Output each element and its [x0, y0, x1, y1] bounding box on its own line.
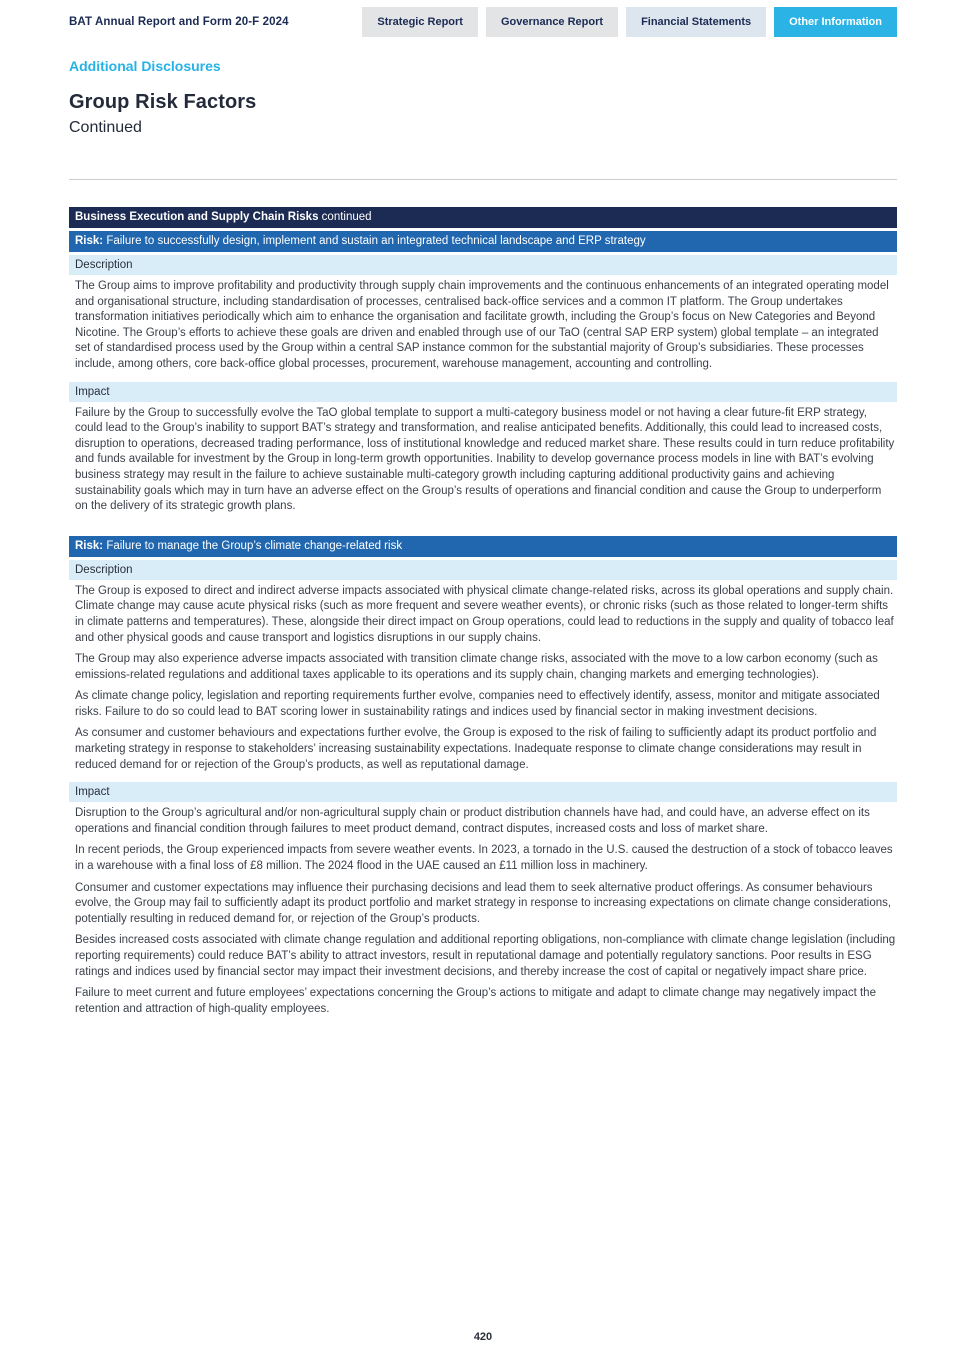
section-eyebrow: Additional Disclosures: [69, 58, 221, 74]
risk-label: Risk:: [75, 235, 104, 247]
divider-rule: [69, 179, 897, 180]
page-title: Group Risk Factors: [69, 91, 257, 113]
body-paragraph: The Group aims to improve profitability and productivity through supply chain improvements and the continuous enhancements of an integrated operating model and organisational structure, including standardisation of processes, centralised back-office services and a common IT platform. The Group undertakes transformation initiatives periodically which aim to enhance the organisation and facilitate growth, including the Group’s focus on New Categories and Beyond Nicotine. The Group’s efforts to achieve these goals are driven and enabled through use of our TaO (central SAP ERP system) global template – an integrated set of standardised process used by the Group within a central SAP instance common for the substantial majority of Group’s subsidiaries. These processes include, among others, core back-office global processes, procurement, warehouse management, accounting and controlling.: [75, 280, 889, 370]
page-subtitle: Continued: [69, 119, 142, 136]
body-paragraph: The Group is exposed to direct and indirect adverse impacts associated with physical climate change-related risks, across its global operations and supply chain. Climate change may cause acute physical risks (such as more frequent and severe weather events), or chronic risks (such as those related to longer-term shifts in climate patterns and temperatures). These, alongside their direct impact on Group operations, could lead to reductions in the supply and quality of tobacco leaf and other physical goods and cause transport and logistics disruptions in our supply chains.: [75, 584, 894, 644]
section-banner: [69, 207, 897, 228]
tab-financial-statements[interactable]: Financial Statements: [626, 7, 766, 37]
body-paragraph: In recent periods, the Group experienced impacts from severe weather events. In 2023, a tornado in the U.S. caused the destruction of a stock of tobacco leaves in a warehouse with a final loss of £8 million. The 2024 flood in the UAE caused an £11 million loss in machinery.: [75, 844, 893, 873]
body-paragraph: Disruption to the Group’s agricultural and/or non-agricultural supply chain or product distribution channels have had, and could have, an adverse effect on its operations and financial condition through failures to meet product demand, contract disputes, increased costs and loss of market share.: [75, 807, 870, 835]
body-paragraph: Failure to meet current and future employees’ expectations concerning the Group’s actions to mitigate and adapt to climate change may negatively impact the retention and attraction of high-quality employees.: [75, 987, 876, 1015]
tab-other-information[interactable]: Other Information: [774, 7, 897, 37]
body-paragraph: Consumer and customer expectations may influence their purchasing decisions and lead them to seek alternative product offerings. As consumer behaviours evolve, the Group may fail to sufficiently adapt its product portfolio and market strategy in response to increasing expectations on climate change considerations, potentially resulting in reduced demand for, or rejection of the Group’s products.: [75, 881, 892, 925]
impact-heading: Impact: [69, 782, 897, 802]
risk-title: Failure to successfully design, implement and sustain an integrated technical landscape and ERP strategy: [103, 235, 646, 247]
impact-heading: Impact: [69, 382, 897, 402]
page-number: 420: [473, 1331, 493, 1343]
risk-content: [69, 207, 897, 1024]
description-heading: Description: [69, 255, 897, 275]
tab-governance-report[interactable]: Governance Report: [486, 7, 618, 37]
spacer: [69, 522, 897, 536]
section-tabs: [362, 7, 897, 37]
risk-title: Failure to manage the Group’s climate change-related risk: [103, 539, 403, 552]
impact-body: [69, 402, 897, 522]
section-banner-continued: continued: [318, 211, 372, 223]
impact-body: [69, 802, 897, 1024]
section-banner-title: Business Execution and Supply Chain Risks: [75, 211, 319, 223]
body-paragraph: Besides increased costs associated with climate change regulation and additional reporting obligations, non-compliance with climate change legislation (including reporting requirements) could reduce BAT’s ability to attract investors, result in reputational damage and potentially regulatory sanctions. Poor results in ESG ratings and indices used by financial sector may impact their investment decisions, and thereby increase the cost of capital or negatively impact share price.: [75, 934, 896, 978]
report-title: BAT Annual Report and Form 20-F 2024: [69, 16, 289, 28]
description-body: [69, 580, 897, 781]
body-paragraph: As climate change policy, legislation and reporting requirements further evolve, companies need to effectively identify, assess, monitor and mitigate associated risks. Failure to do so could lead to BAT scoring lower in sustainability ratings and indices used by financial sector in making investment decisions.: [75, 690, 880, 718]
description-body: [69, 275, 897, 380]
body-paragraph: As consumer and customer behaviours and expectations further evolve, the Group is exposed to the risk of failing to sufficiently adapt its product portfolio and marketing strategy in response to stakeholders’ increasing sustainability expectations. Inadequate response to climate change considerations may result in reduced demand for or rejection of the Group’s products, as well as reputational damage.: [75, 727, 877, 771]
description-heading: Description: [69, 560, 897, 580]
tab-strategic-report[interactable]: Strategic Report: [362, 7, 478, 37]
body-paragraph: Failure by the Group to successfully evolve the TaO global template to support a multi-category business model or not having a clear future-fit ERP strategy, could lead to the Group’s inability to support BAT’s strategy and transformation, and realise anticipated benefits. Additionally, this could lead to increased costs, disruption to operations, decreased trading performance, loss of institutional knowledge and reduced market share. These results could in turn reduce profitability and funds available for investment by the Group in long-term growth opportunities. Inability to develop governance process models in line with BAT’s evolving business strategy may result in the failure to achieve sustainable multi-category growth including capturing additional productivity gains and achieving sustainability goals which may in turn have an adverse effect on the Group’s results of operations and financial condition and cause the Group to underperform on the delivery of its strategic growth plans.: [75, 406, 895, 513]
risk-header-climate: [69, 536, 897, 557]
body-paragraph: The Group may also experience adverse impacts associated with transition climate change risks, associated with the move to a low carbon economy (such as emissions-related regulations and additional taxes applicable to its operations and its supply chain, changing markets and emerging technologies).: [75, 653, 878, 681]
risk-label: Risk:: [75, 539, 104, 552]
risk-header-erp: [69, 231, 897, 252]
page-header: [69, 0, 897, 38]
